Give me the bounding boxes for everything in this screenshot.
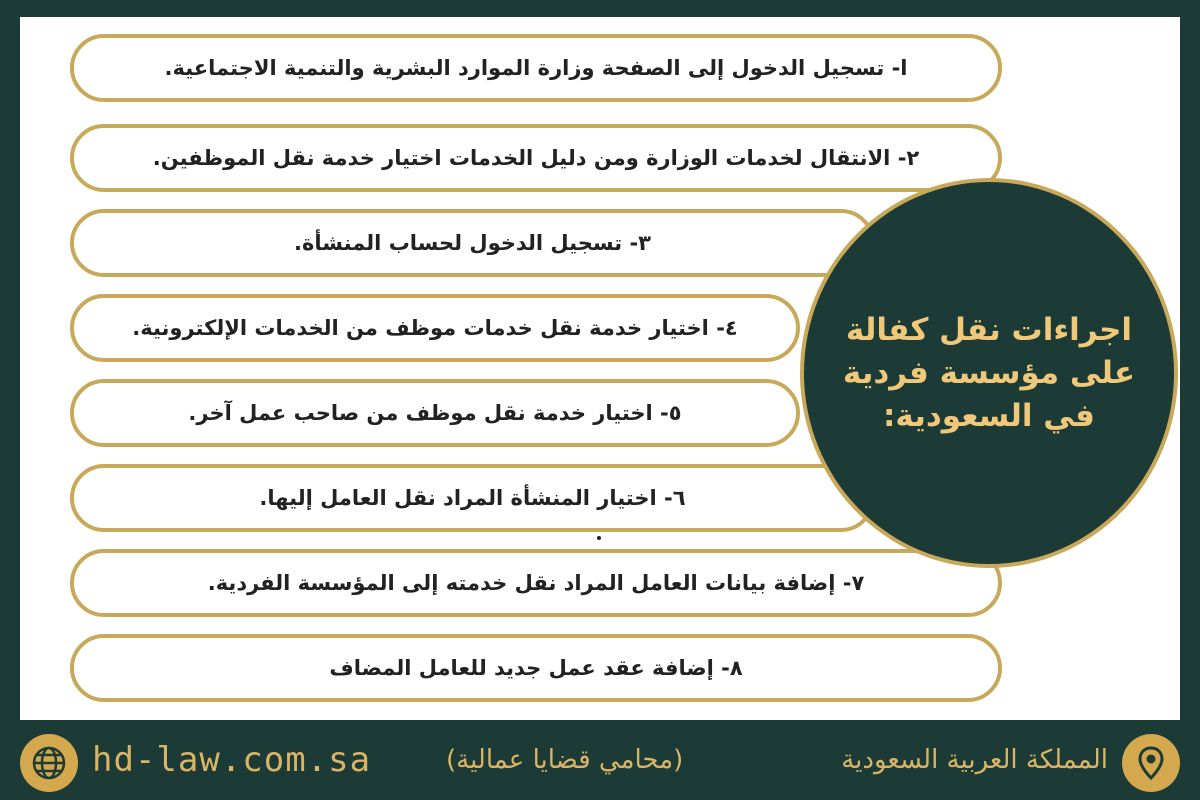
website-link[interactable]: hd-law.com.sa bbox=[92, 740, 372, 780]
step-5 bbox=[70, 379, 800, 447]
step-3-text: ٣- تسجيل الدخول لحساب المنشأة. bbox=[294, 231, 651, 255]
country-label: المملكة العربية السعودية bbox=[841, 745, 1108, 775]
step-2 bbox=[70, 124, 1002, 192]
step-8 bbox=[70, 634, 1002, 702]
step-6-text: ٦- اختيار المنشأة المراد نقل العامل إليها. bbox=[259, 486, 686, 510]
globe-badge bbox=[20, 734, 78, 792]
globe-icon bbox=[29, 743, 69, 783]
location-badge bbox=[1122, 734, 1180, 792]
location-pin-icon bbox=[1131, 743, 1171, 783]
step-4 bbox=[70, 294, 800, 362]
tagline: (محامي قضايا عمالية) bbox=[446, 745, 684, 775]
stray-dot bbox=[597, 536, 601, 540]
step-4-text: ٤- اختيار خدمة نقل خدمات موظف من الخدمات الإلكترونية. bbox=[132, 316, 738, 340]
step-6 bbox=[70, 464, 875, 532]
title-circle bbox=[800, 178, 1178, 568]
step-2-text: ٢- الانتقال لخدمات الوزارة ومن دليل الخدمات اختيار خدمة نقل الموظفين. bbox=[152, 146, 920, 170]
step-5-text: ٥- اختيار خدمة نقل موظف من صاحب عمل آخر. bbox=[188, 401, 682, 425]
step-1-text: ا- تسجيل الدخول إلى الصفحة وزارة الموارد البشرية والتنمية الاجتماعية. bbox=[164, 56, 908, 80]
step-7-text: ٧- إضافة بيانات العامل المراد نقل خدمته إلى المؤسسة الفردية. bbox=[207, 571, 865, 595]
step-3 bbox=[70, 209, 875, 277]
step-1 bbox=[70, 34, 1002, 102]
step-7 bbox=[70, 549, 1002, 617]
step-8-text: ٨- إضافة عقد عمل جديد للعامل المضاف bbox=[329, 656, 743, 680]
page-title: اجراءات نقل كفالة على مؤسسة فردية في السعودية: bbox=[842, 311, 1136, 434]
